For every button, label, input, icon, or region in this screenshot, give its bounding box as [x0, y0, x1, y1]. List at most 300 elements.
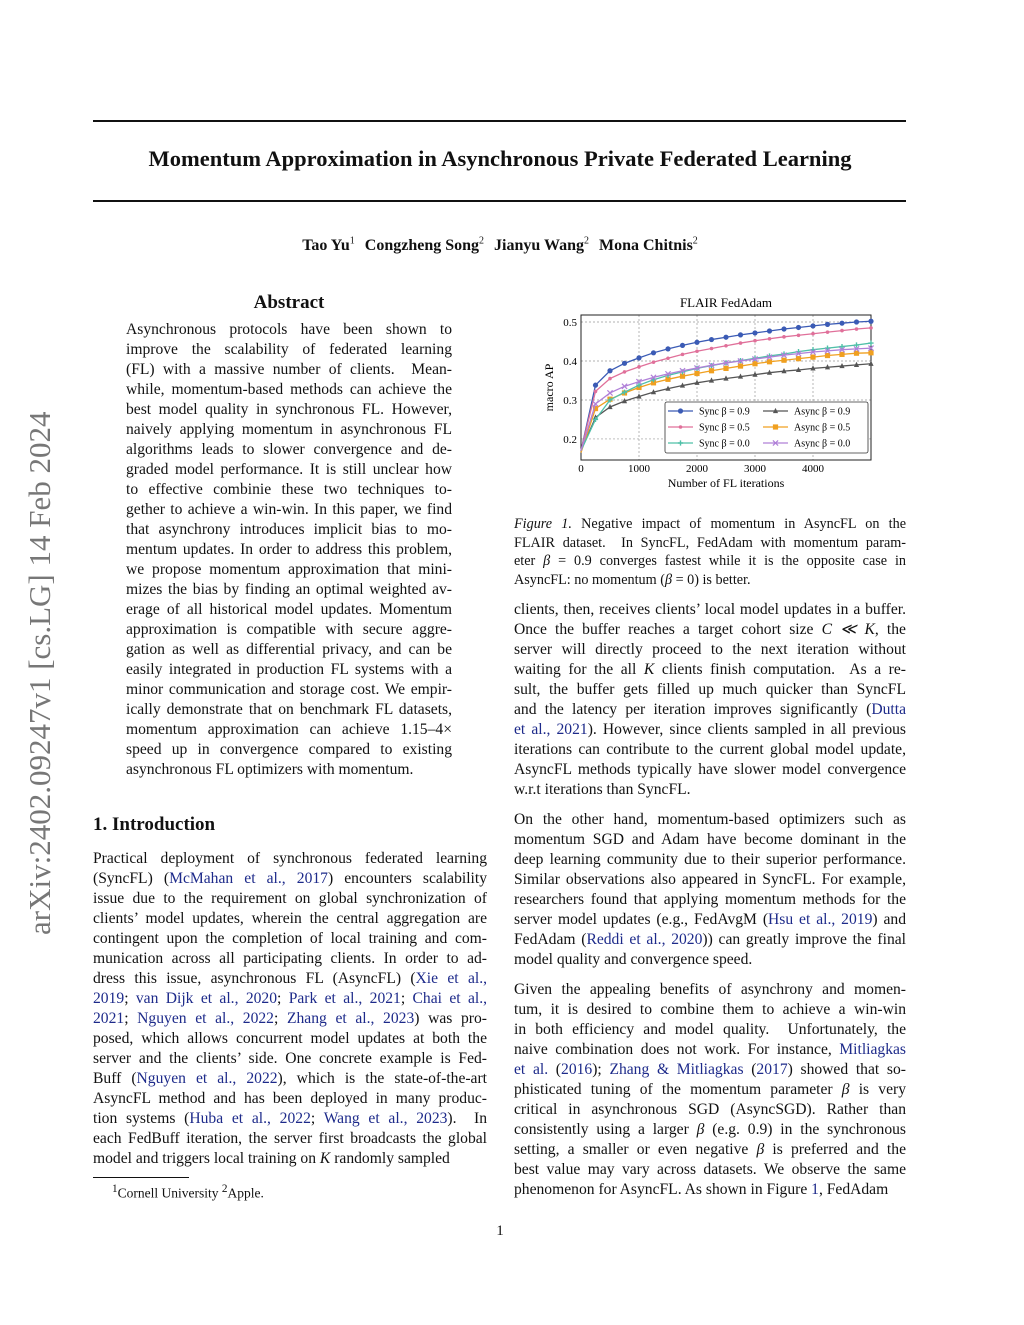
text-span: = 0.9 converges fastest while it is the opposite case in	[550, 553, 906, 569]
text-line	[93, 989, 487, 1009]
text-span: Given the appealing benefits of asynchrony and momen-	[514, 981, 906, 998]
data-point	[868, 340, 873, 345]
text-span: dress this issue, asynchronous FL (AsyncFL) (	[93, 970, 416, 987]
text-span: algorithms leads to slower convergence and de-	[126, 441, 452, 458]
text-line	[514, 980, 906, 1000]
math-symbol: β	[841, 1081, 850, 1098]
figure-label: Figure 1.	[514, 516, 572, 532]
text-line	[126, 640, 452, 660]
data-point	[695, 349, 699, 353]
text-span: ;	[124, 1010, 138, 1027]
author	[599, 237, 698, 254]
text-span: Buff (	[93, 1070, 137, 1087]
data-point	[810, 354, 815, 359]
text-span: tion systems (	[93, 1110, 190, 1127]
text-line	[126, 580, 452, 600]
citation-link[interactable]: Zhang & Mitliagkas	[609, 1061, 744, 1078]
text-line	[126, 420, 452, 440]
legend-label: Async β = 0.9	[794, 406, 851, 418]
text-line	[126, 720, 452, 740]
text-span: ), which is the state-of-the-art	[277, 1070, 488, 1087]
text-span: that asynchrony introduces implicit bias to mo-	[126, 521, 452, 538]
text-span: in both efficiency and model quality. Unfortunately, the	[514, 1021, 906, 1038]
text-span: each FedBuff iteration, the server first broadcasts the global	[93, 1130, 487, 1147]
math-symbol: K	[643, 661, 655, 678]
text-line	[514, 680, 906, 700]
introduction-paragraph	[93, 849, 487, 1169]
text-line	[93, 929, 487, 949]
text-span: ) and	[872, 911, 906, 928]
text-span: erage of all historical model updates. Momentum	[126, 601, 452, 618]
text-span: randomly sampled	[330, 1150, 450, 1167]
text-line	[126, 480, 452, 500]
text-span: Practical deployment of synchronous federated learning	[93, 850, 487, 867]
text-span: (	[548, 1061, 562, 1078]
text-span: FLAIR dataset. In SyncFL, FedAdam with momentum param-	[514, 534, 906, 551]
text-span: iterations can contribute to the current global model update,	[514, 741, 906, 758]
text-line	[126, 560, 452, 580]
text-line	[126, 600, 452, 620]
data-point	[651, 350, 656, 355]
text-span: consistently using a larger	[514, 1121, 697, 1138]
legend-marker	[773, 424, 778, 429]
text-span: we propose momentum approximation that mini-	[126, 561, 452, 578]
paper-title: Momentum Approximation in Asynchronous Private Federated Learning	[148, 146, 852, 171]
text-span: critical in asynchronous SGD (AsyncSGD). Rather than	[514, 1101, 906, 1118]
text-span: asynchronous FL optimizers with momentum.	[126, 761, 414, 778]
data-point	[637, 365, 641, 369]
text-span: ) was pro-	[414, 1010, 487, 1027]
data-point	[869, 326, 873, 330]
data-point	[839, 321, 844, 326]
data-point	[694, 371, 699, 376]
citation-link[interactable]: Wang et al., 2023	[323, 1110, 448, 1127]
abstract-text	[126, 320, 452, 780]
text-span: is very	[849, 1081, 906, 1098]
text-span: ;	[277, 990, 289, 1007]
text-span: eter	[514, 553, 544, 569]
text-line	[126, 440, 452, 460]
author-name: Tao Yu	[302, 237, 350, 255]
text-span: ically demonstrate that on benchmark FL datasets,	[126, 701, 452, 718]
text-line	[93, 949, 487, 969]
text-span: mizes the bias by finding an optimal weighted av-	[126, 581, 452, 598]
text-line	[93, 969, 487, 989]
text-span: model and triggers local training on	[93, 1150, 320, 1167]
data-point	[607, 368, 612, 373]
text-span: momentum approximation can achieve 1.15–4×	[126, 721, 452, 738]
citation-link[interactable]: et al.	[514, 1061, 549, 1078]
author-name: Jianyu Wang	[494, 237, 584, 255]
data-point	[839, 352, 844, 357]
text-span: , the	[874, 621, 906, 638]
footnote-affiliation: Apple.	[227, 1185, 264, 1201]
citation-link[interactable]: Huba et al., 2022	[189, 1110, 311, 1127]
text-line	[514, 1060, 906, 1080]
citation-link[interactable]: 1	[811, 1181, 819, 1198]
author-list	[0, 236, 1000, 255]
text-line	[126, 700, 452, 720]
text-span: Negative impact of momentum in AsyncFL on the	[571, 516, 906, 532]
text-span: waiting for the all	[514, 661, 644, 678]
y-tick-label: 0.5	[563, 317, 577, 330]
y-axis-label: macro AP	[542, 363, 556, 412]
citation-link[interactable]: Park et al., 2021	[288, 990, 401, 1007]
text-line	[514, 620, 906, 640]
text-span: clients finish computation. As a re-	[654, 661, 906, 678]
author	[302, 237, 355, 254]
citation-link[interactable]: Reddi et al., 2020	[586, 931, 703, 948]
data-point	[768, 337, 772, 341]
text-line	[126, 360, 452, 380]
text-line	[514, 930, 906, 950]
text-span: AsyncFL: no momentum (	[514, 571, 665, 588]
text-line	[514, 571, 906, 590]
text-line	[514, 1000, 906, 1020]
data-point	[723, 335, 728, 340]
data-point	[868, 350, 873, 355]
data-point	[622, 361, 627, 366]
text-span: ;	[400, 990, 413, 1007]
x-tick-label: 2000	[686, 463, 708, 475]
data-point	[752, 361, 757, 366]
data-point	[593, 383, 598, 388]
text-span: (SyncFL) (	[93, 870, 170, 887]
text-span: On the other hand, momentum-based optimizers such as	[514, 811, 906, 828]
page-number: 1	[496, 1223, 504, 1239]
text-line	[514, 720, 906, 740]
text-line	[93, 1029, 487, 1049]
text-span: graded model performance. It is still unclear how	[126, 461, 452, 478]
affiliation-mark: 2	[479, 236, 485, 247]
data-point	[594, 390, 598, 394]
legend-marker	[679, 425, 683, 429]
math-symbol: β	[696, 1121, 705, 1138]
data-point	[811, 332, 815, 336]
text-line	[514, 1180, 906, 1200]
text-line	[514, 600, 906, 620]
text-span: Once the buffer reaches a target cohort size	[514, 621, 822, 638]
text-line	[93, 1109, 487, 1129]
text-span: ;	[273, 1010, 287, 1027]
text-line	[514, 950, 906, 970]
text-line	[93, 1009, 487, 1029]
right-paragraph	[514, 980, 906, 1200]
citation-link[interactable]: 2021	[93, 1010, 125, 1027]
text-line	[126, 520, 452, 540]
text-line	[93, 1049, 487, 1069]
text-line	[126, 740, 452, 760]
text-span: phenomenon for AsyncFL. As shown in Figure	[514, 1181, 812, 1198]
arxiv-identifier[interactable]: arXiv:2402.09247v1 [cs.LG] 14 Feb 2024	[22, 411, 57, 935]
text-line	[93, 1149, 487, 1169]
legend-label: Sync β = 0.5	[699, 422, 750, 434]
abstract-heading: Abstract	[253, 292, 325, 313]
text-span: );	[592, 1061, 610, 1078]
data-point	[826, 330, 830, 334]
legend-label: Async β = 0.5	[794, 422, 851, 434]
citation-link[interactable]: Dutta	[871, 701, 906, 718]
text-span: )) can greatly improve the final	[702, 931, 907, 948]
data-point	[782, 335, 786, 339]
text-line	[126, 540, 452, 560]
text-span: munication across all participating clients. In order to ad-	[93, 950, 487, 967]
data-point	[709, 337, 714, 342]
text-line	[514, 552, 906, 571]
text-span: ) showed that so-	[787, 1061, 906, 1078]
text-span: ;	[124, 990, 136, 1007]
legend-label: Sync β = 0.9	[699, 406, 750, 418]
data-point	[738, 363, 743, 368]
data-point	[607, 390, 612, 395]
text-line	[93, 1069, 487, 1089]
top-rule	[93, 120, 906, 122]
data-point	[665, 346, 670, 351]
data-point	[781, 358, 786, 363]
text-span: gation as well as differential privacy, and can be	[126, 641, 452, 658]
text-span: posed, which allows concurrent model updates at both the	[93, 1030, 487, 1047]
data-point	[825, 322, 830, 327]
text-line	[514, 515, 906, 534]
affiliation-mark: 2	[584, 236, 589, 247]
text-span: approximation is compatible with secure aggre-	[126, 621, 452, 638]
text-span: clients’ model updates, wherein the central aggregation are	[93, 910, 487, 927]
citation-link[interactable]: et al., 2021	[514, 721, 588, 738]
text-span: server will directly proceed to the next iteration without	[514, 641, 906, 658]
data-point	[724, 344, 728, 348]
citation-link[interactable]: Hsu et al., 2019	[768, 911, 873, 928]
y-tick-label: 0.2	[563, 433, 577, 446]
text-span: , FedAdam	[818, 1181, 889, 1198]
text-line	[514, 890, 906, 910]
data-point	[709, 368, 714, 373]
text-span: phisticated tuning of the momentum parameter	[514, 1081, 842, 1098]
text-line	[514, 760, 906, 780]
legend-marker	[678, 408, 683, 413]
text-span: ) encounters scalability	[327, 870, 487, 887]
text-line	[514, 740, 906, 760]
text-span: sult, the buffer gets filled up much quicker than SyncFL	[514, 681, 906, 698]
text-line	[126, 660, 452, 680]
title-bottom-rule	[93, 200, 906, 202]
data-point	[710, 347, 714, 351]
text-span: FedAdam (	[514, 931, 587, 948]
data-point	[825, 353, 830, 358]
text-span: ). In	[447, 1110, 488, 1127]
data-point	[810, 323, 815, 328]
text-line	[514, 534, 906, 553]
text-span: researchers found that applying momentum methods for the	[514, 891, 906, 908]
x-tick-label: 3000	[744, 463, 766, 475]
affiliation-mark: 1	[349, 236, 355, 247]
text-span: Similar observations also appeared in SyncFL. For example,	[514, 871, 906, 888]
right-paragraph	[514, 810, 906, 970]
text-line	[514, 870, 906, 890]
text-line	[514, 810, 906, 830]
text-span: best model quality in synchronous FL. However,	[126, 401, 452, 418]
text-line	[93, 869, 487, 889]
author	[365, 237, 484, 254]
citation-link[interactable]: Nguyen et al., 2022	[136, 1070, 278, 1087]
data-point	[636, 355, 641, 360]
footnote	[112, 1183, 264, 1202]
text-span: improve the scalability of federated learning	[126, 341, 452, 358]
text-line	[514, 1020, 906, 1040]
data-point	[608, 377, 612, 381]
text-line	[514, 1080, 906, 1100]
citation-link[interactable]: 2019	[93, 990, 125, 1007]
legend-label: Async β = 0.0	[794, 438, 851, 450]
citation-link[interactable]: Mitliagkas	[839, 1041, 906, 1058]
data-point	[767, 328, 772, 333]
data-point	[623, 370, 627, 374]
data-point	[739, 341, 743, 345]
y-tick-label: 0.3	[563, 394, 577, 407]
data-point	[767, 359, 772, 364]
data-point	[868, 319, 873, 324]
text-line	[514, 1100, 906, 1120]
text-line	[126, 400, 452, 420]
data-point	[796, 356, 801, 361]
text-span: deep learning community due to their superior performance.	[514, 851, 906, 868]
data-point	[738, 332, 743, 337]
affiliation-mark: 2	[692, 236, 698, 247]
text-span: server and the clients’ side. One concrete example is Fed-	[93, 1050, 487, 1067]
citation-link[interactable]: van Dijk et al., 2020	[135, 990, 278, 1007]
text-line	[126, 500, 452, 520]
text-line	[93, 1129, 487, 1149]
data-point	[854, 319, 859, 324]
text-span: easily integrated in production FL systems with a	[126, 661, 452, 678]
legend-label: Sync β = 0.0	[699, 438, 750, 450]
text-span: best value may vary across datasets. We observe the same	[514, 1161, 906, 1178]
data-point	[694, 340, 699, 345]
text-span: Asynchronous protocols have been shown to	[126, 321, 452, 338]
text-span: (	[743, 1061, 757, 1078]
author	[494, 237, 589, 254]
text-span: naively applying momentum in asynchronous FL	[126, 421, 452, 438]
y-tick-label: 0.4	[563, 355, 577, 368]
text-line	[514, 1160, 906, 1180]
text-line	[126, 620, 452, 640]
text-line	[126, 340, 452, 360]
text-line	[93, 849, 487, 869]
data-point	[840, 329, 844, 333]
text-line	[514, 1040, 906, 1060]
citation-link[interactable]: Xie et al.,	[415, 970, 487, 987]
data-point	[652, 360, 656, 364]
math-symbol: β	[664, 571, 673, 588]
figure-1-chart	[530, 290, 890, 500]
text-line	[514, 850, 906, 870]
text-line	[514, 700, 906, 720]
text-span: setting, a smaller or even negative	[514, 1141, 757, 1158]
text-line	[126, 680, 452, 700]
text-line	[514, 660, 906, 680]
right-paragraph	[514, 600, 906, 800]
text-span: tum, it is desired to combine them to achieve a win-win	[514, 1001, 906, 1018]
text-line	[514, 1140, 906, 1160]
math-symbol: K	[319, 1150, 331, 1167]
text-line	[93, 889, 487, 909]
data-point	[681, 353, 685, 357]
text-span: while, momentum-based methods can achieve the	[126, 381, 452, 398]
text-line	[514, 1120, 906, 1140]
chart-title: FLAIR FedAdam	[679, 295, 773, 310]
text-span: speed up in convergence compared to existing	[126, 741, 452, 758]
text-line	[93, 1089, 487, 1109]
text-line	[514, 640, 906, 660]
section-heading-introduction: 1. Introduction	[93, 814, 216, 835]
data-point	[796, 325, 801, 330]
math-symbol: C ≪ K	[821, 621, 875, 638]
x-tick-label: 0	[578, 463, 584, 475]
data-point	[797, 333, 801, 337]
text-span: AsyncFL methods typically have slower model convergence	[514, 761, 906, 778]
text-line	[514, 780, 906, 800]
citation-link[interactable]: 2016	[561, 1061, 593, 1078]
text-span: (FL) with a massive number of clients. Mean-	[126, 361, 452, 378]
figure-1-caption	[514, 515, 906, 589]
footnote-mark: 2	[221, 1183, 228, 1195]
text-line	[514, 910, 906, 930]
text-span: naive combination does not work. For instance,	[514, 1041, 840, 1058]
x-tick-label: 4000	[802, 463, 824, 475]
text-span: mentum updates. In order to address this problem,	[126, 541, 452, 558]
text-span: and the latency per iteration improves significantly (	[514, 701, 872, 718]
text-span: gether to achieve a win-win. In this paper, we find	[126, 501, 452, 518]
citation-link[interactable]: Nguyen et al., 2022	[137, 1010, 274, 1027]
citation-link[interactable]: Zhang et al., 2023	[286, 1010, 415, 1027]
data-point	[855, 327, 859, 331]
text-span: = 0) is better.	[672, 571, 751, 588]
data-point	[825, 346, 830, 351]
data-point	[666, 356, 670, 360]
text-span: w.r.t iterations than SyncFL.	[514, 781, 691, 798]
citation-link[interactable]: 2017	[756, 1061, 788, 1078]
text-span: momentum SGD and Adam have become dominant in the	[514, 831, 906, 848]
citation-link[interactable]: McMahan et al., 2017	[169, 870, 328, 887]
text-span: minor communication and storage cost. We empir-	[126, 681, 452, 698]
footnote-mark: 1	[112, 1183, 118, 1195]
text-line	[126, 380, 452, 400]
text-span: contingent upon the completion of local training and com-	[93, 930, 487, 947]
math-symbol: β	[756, 1141, 765, 1158]
text-span: is preferred and the	[764, 1141, 906, 1158]
text-span: ;	[310, 1110, 324, 1127]
text-span: issue due to the requirement on global synchronization of	[93, 890, 487, 907]
data-point	[781, 326, 786, 331]
text-span: model quality and convergence speed.	[514, 951, 753, 968]
text-span: server model updates (e.g., FedAvgM (	[514, 911, 769, 928]
text-line	[93, 909, 487, 929]
data-point	[752, 330, 757, 335]
text-line	[126, 460, 452, 480]
author-name: Congzheng Song	[364, 237, 480, 255]
text-span: AsyncFL method and has been deployed in many produc-	[93, 1090, 487, 1107]
text-span: to effective combinie these two techniques to-	[126, 481, 452, 498]
text-span: (e.g. 0.9) in the synchronous	[704, 1121, 906, 1138]
data-point	[680, 343, 685, 348]
text-span: clients, then, receives clients’ local model updates in a buffer.	[514, 601, 906, 618]
text-span: ). However, since clients sampled in all previous	[587, 721, 906, 738]
x-tick-label: 1000	[628, 463, 650, 475]
data-point	[753, 339, 757, 343]
text-line	[514, 830, 906, 850]
footnote-rule	[93, 1177, 189, 1178]
footnote-affiliation: Cornell University	[117, 1185, 222, 1201]
citation-link[interactable]: Chai et al.,	[412, 990, 487, 1007]
